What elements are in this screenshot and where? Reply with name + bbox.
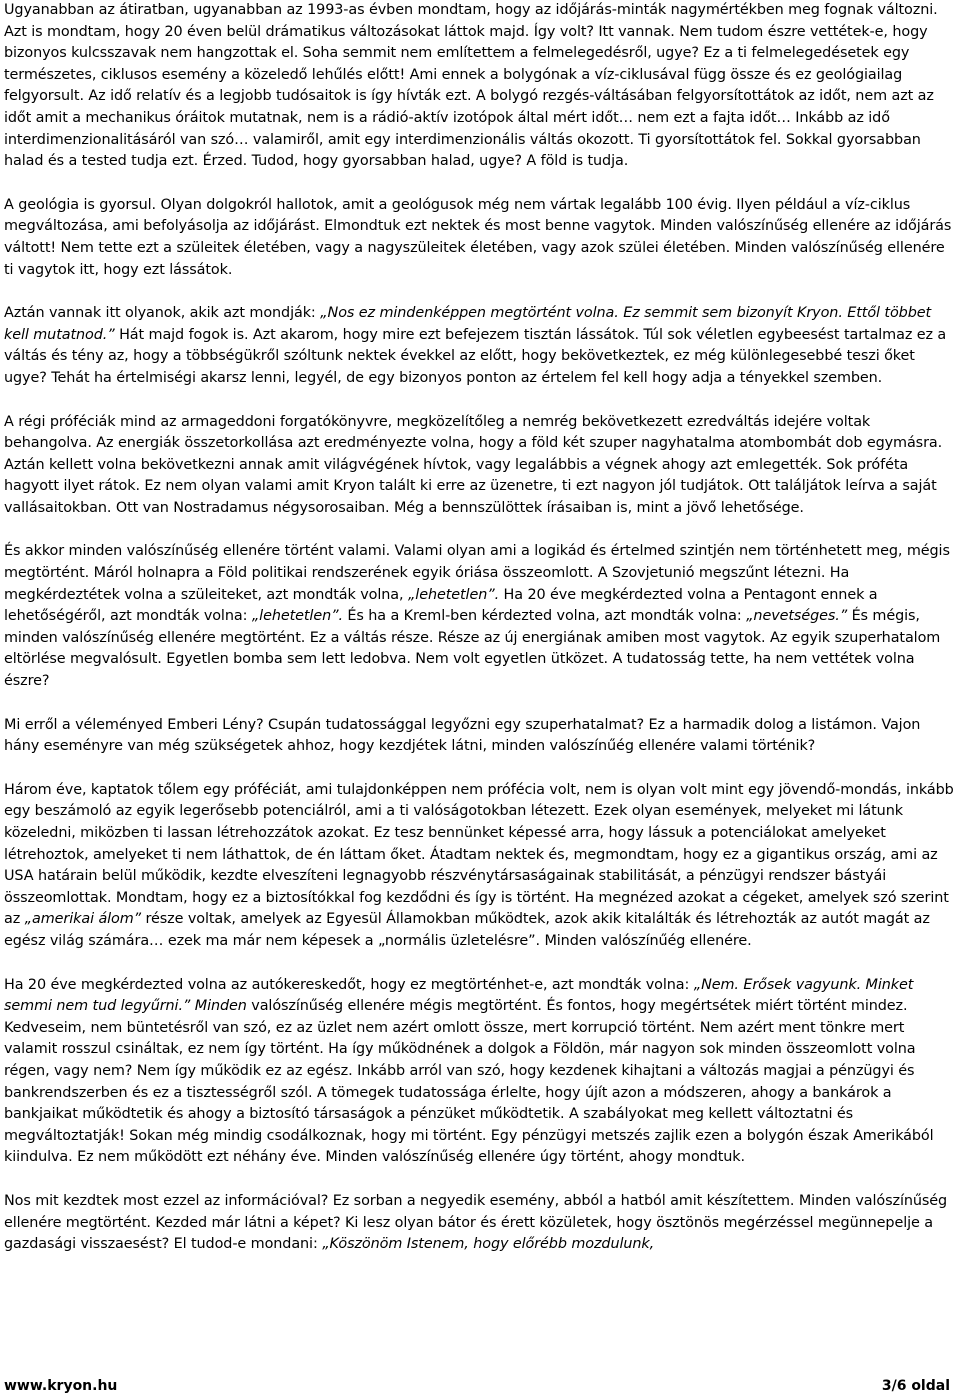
text-segment: A régi próféciák mind az armageddoni forgatókönyvre, megközelítőleg a nemrég bekövetkezett ezredváltás idejére voltak behangolva. Az energiák összetorkollása azt eredményezte volna, hogy a föld két szuper nagyhatalma atombombát dob egymásra. Aztán kellett volna bekövetkezni annak amit világvégének hívtok, vagy legalábbis a végnek ahogy azt emlegették. Sok próféta hagyott ilyet rátok. Ez nem olyan valami amit Kryon talált ki erre az üzenetre, ti ezt nagyon jól tudjátok. Ott találjátok leírva a saját vallásaitokban. Ott van Nostradamus négysorosaiban. Még a bennszülöttek írásaiban is, mint a jövő lehetősége. [4,413,943,516]
text-segment: része voltak, amelyek az Egyesül Államokban működtek, azok akik kitalálták és létrehozták az autót magát az egész világ számára… ezek ma már nem képesek a „normális üzletelésre”. Minden valószínűég ellenére. [4,911,930,949]
text-segment: És ha a Kreml-ben kérdezted volna, azt mondták volna: [342,608,747,625]
italic-quote: „Nos ez mindenképpen megtörtént volna. Ez semmit sem bizonyít Kryon. Ettől többet kell mutatnod.” [4,305,932,343]
italic-quote: „lehetetlen”. [251,608,343,625]
text-segment: Ha megnézed azokat a cégeket, amelyek szó szerint az [4,889,949,928]
page-footer [4,1378,950,1396]
text-segment: Nos mit kezdtek most ezzel az információval? Ez sorban a negyedik esemény, abból a hatból amit készítettem. Minden valószínűség ellenére megtörtént. Kezded már látni a képet? Ki lesz olyan bátor és érett közületek, hogy ösztönös megérzéssel megünnepelje a gazdasági visszaesést? El tudod-e mondani: [4,1192,948,1253]
text-segment: Ha 20 éve megkérdezted volna a Pentagont ennek a lehetőségéről, azt mondták volna: [4,586,878,625]
text-segment: A geológia is gyorsul. Olyan dolgokról hallotok, amit a geológusok még nem vártak legalább 100 évig. Ilyen például a víz-ciklus megváltozása, ami befolyásolja az időjárást. Elmondtuk ezt nektek és most benne vagytok. Minden valószínűség ellenére az időjárás váltott! Nem tette ezt a szüleitek életében, vagy a nagyszüleitek életében, vagy azok szülei életében. Minden valószínűség ellenére ti vagytok itt, hogy ezt lássátok. [4,196,952,278]
footer-site-url[interactable]: www.kryon.hu [4,1378,118,1394]
footer-page-number: 3/6 oldal [881,1378,950,1394]
text-segment: Ha 20 éve megkérdezted volna az autókereskedőt, hogy ez megtörténhet-e, azt mondták volna: [4,976,694,993]
text-segment: Három éve, kaptatok tőlem egy próféciát, ami tulajdonképpen nem prófécia volt, nem is olyan volt mint egy jövendő-mondás, inkább egy beszámoló az egyik legerősebb potenciálról, ami a ti valóságotokban létezett. Ezek olyan események, melyeket mi látunk közeledni, miközben ti lassan létrehozzátok azokat. Ez tesz bennünket képessé arra, hogy lássuk a potenciálokat amelyeket létrehoztok, amelyeket ti nem láthattok, de én láttam őket. Átadtam nektek és, megmondtam, hogy ez a gigantikus ország, ami az USA határain belül működik, kezdte elveszíteni legnagyobb részvénytársaságainak stabilitását, a pénzügyi rendszer bástyái összeomlottak. [4,781,954,906]
text-segment: Mondtam, hogy ez a biztosítókkal fog kezdődni és így is történt. [115,889,571,906]
italic-quote: „Nem. Erősek vagyunk. Minket semmi nem tud legyűrni.” Minden [4,976,914,1015]
paragraph [4,541,954,692]
italic-quote: „lehetetlen”. [407,586,500,603]
text-segment: Aztán vannak itt olyanok, akik azt mondják: [4,305,321,322]
paragraph [4,975,954,1169]
paragraph [4,303,954,389]
paragraph [4,1191,954,1256]
document-body [4,0,954,1278]
italic-quote: „Köszönöm Istenem, hogy előrébb mozdulunk, [322,1236,655,1253]
italic-quote: „amerikai álom” [24,911,142,928]
text-segment: És mégis, minden valószínűség ellenére megtörtént. Ez a váltás része. Része az új energiának amiben most vagytok. Az egyik szuperhatalom eltörlése megvalósult. Egyetlen bomba sem lett ledobva. Nem volt egyetlen ütközet. A tudatosság tette, ha nem vettétek volna észre? [4,608,941,690]
paragraph [4,0,954,173]
text-segment: valószínűség ellenére mégis megtörtént. És fontos, hogy megértsétek miért történt mindez. Kedveseim, nem büntetésről van szó, ez az üzlet nem azért omlott össze, mert korrupció történt. Nem azért ment tönkre mert valamit rosszul csináltak, ez nem így történt. Ha így működnének a dolgok a Földön, már nagyon sok minden összeomlott volna régen, vagy nem? Nem így működik ez az egész. Inkább arról van szó, hogy kezdenek kihajtani a változás magjai a pénzügyi és bankrendszerben és ez a tisztességről szól. A tömegek tudatossága érlelte, hogy újít azon a módszeren, ahogy a bankárok a bankjaikat működtetik és ahogy a biztosító társaságok a pénzüket működtetik. A szabályokat meg kellett változtatni és megváltoztatják! Sokan még mindig csodálkoznak, hogy mi történt. Egy pénzügyi metszés zajlik ezen a bolygón észak Amerikából kiindulva. Ez nem működött ezt néhány éve. Minden valószínűség ellenére úgy történt, ahogy mondtuk. [4,998,934,1166]
text-segment: Mi erről a véleményed Emberi Lény? Csupán tudatossággal legyőzni egy szuperhatalmat? Ez a harmadik dolog a listámon. Vajon hány eseményre van még szükségetek ahhoz, hogy kezdjétek látni, minden valószínűég ellenére valami történik? [4,716,921,755]
paragraph [4,715,954,758]
paragraph [4,195,954,281]
paragraph [4,780,954,953]
text-segment: Ugyanabban az átiratban, ugyanabban az 1993-as évben mondtam, hogy az időjárás-minták nagymértékben meg fognak változni. Azt is mondtam, hogy 20 éven belül drámatikus változásokat láttok majd. Így volt? Itt vannak. Nem tudom észre vettétek-e, hogy bizonyos kulcsszavak nem hangzottak el. Soha semmit nem említettem a felmelegedésről, ugye? Ez a ti felmelegedésetek egy természetes, ciklusos esemény a közeledő lehűlés előtt! Ami ennek a bolygónak a víz-ciklusával függ össze és ez geológiailag felgyorsult. Az idő relatív és a legjobb tudósaitok is így hívták ezt. A bolygó rezgés-váltásában felgyorsítottátok az időt, nem azt az időt amit a mechanikus óráitok mutatnak, nem is a rádió-aktív izotópok által mért időt… nem ezt a fajta időt… Inkább az idő interdimenzionalitásáról van szó… valamiről, amit egy interdimenzionális váltás okozott. Ti gyorsítottátok fel. Sokkal gyorsabban halad és a tested tudja ezt. Érzed. Tudod, hogy gyorsabban halad, ugye? A föld is tudja. [4,2,938,170]
text-segment: És akkor minden valószínűség ellenére történt valami. Valami olyan ami a logikád és értelmed szintjén nem történhetett meg, mégis megtörtént. Máról holnapra a Föld politikai rendszerének egyik óriása összeomlott. A Szovjetunió megszűnt létezni. Ha megkérdeztétek volna a szüleiteket, azt mondták volna, [4,543,950,603]
italic-quote: „nevetséges.” [746,608,848,625]
text-segment: Hát majd fogok is. Azt akarom, hogy mire ezt befejezem tisztán lássátok. Túl sok véletlen egybeesést tartalmaz ez a váltás és tény az, hogy a többségükről szóltunk nektek évekkel az előtt, hogy bekövetkeztek, ez még különlegesebbé teszi őket ugye? Tehát ha értelmiségi akarsz lenni, legyél, de egy bizonyos ponton az értelem fel kell hogy adja a tényekkel szemben. [4,326,947,386]
paragraph [4,412,954,520]
